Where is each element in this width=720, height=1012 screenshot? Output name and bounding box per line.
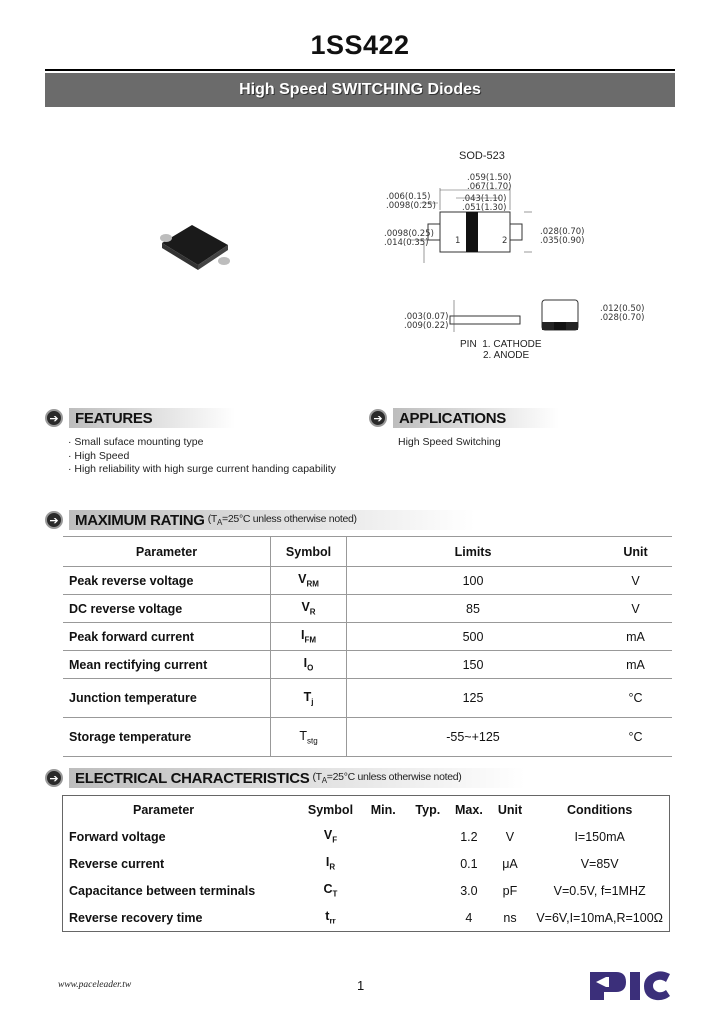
col-conditions: Conditions xyxy=(567,802,633,817)
applications-title: APPLICATIONS xyxy=(393,408,559,428)
max-rating-note: ($T_A=25^\circ C$ unless otherwise noted) xyxy=(207,512,357,528)
table-row: Forward voltage $V_F$ 1.2 V I=150mA xyxy=(69,828,625,845)
pin1-label: 1 xyxy=(455,236,461,246)
arrow-right-icon: ➔ xyxy=(45,511,63,529)
col-parameter: Parameter xyxy=(133,802,195,817)
page-number: 1 xyxy=(357,978,365,993)
max-rating-header xyxy=(45,510,685,530)
table-row: Reverse current $I_R$ 0.1 μA V=85V xyxy=(69,855,619,872)
max-rating-title: MAXIMUM RATING xyxy=(75,511,205,529)
arrow-right-icon: ➔ xyxy=(45,769,63,787)
electrical-header xyxy=(45,768,685,788)
footer-url: www.paceleader.tw xyxy=(58,980,132,990)
table-row: Capacitance between terminals $C_T$ 3.0 pF V=0.5V, f=1MHZ xyxy=(69,882,646,899)
dim-side: .012(0.50) .028(0.70) xyxy=(600,304,645,323)
col-max: Max. xyxy=(455,802,483,817)
arrow-right-icon: ➔ xyxy=(369,409,387,427)
col-typ: Typ. xyxy=(415,802,441,817)
page-title: 1SS422 xyxy=(310,30,410,60)
col-symbol: Symbol xyxy=(307,802,354,817)
pin2-label: 2 xyxy=(502,236,508,246)
pin-legend xyxy=(460,339,542,361)
electrical-note: ($T_A=25^\circ C$ unless otherwise noted) xyxy=(312,770,462,786)
list-item: · High reliability with high surge current handing capability xyxy=(68,463,336,475)
features-list xyxy=(68,436,336,477)
dim-lead-len: .006(0.15) .0098(0.25) xyxy=(386,192,436,211)
dim-thick: .003(0.07) .009(0.22) xyxy=(404,312,449,331)
col-limits: Limits xyxy=(347,537,600,567)
title-rule xyxy=(45,69,675,71)
list-item: High Speed Switching xyxy=(398,436,501,448)
col-unit: Unit xyxy=(599,537,672,567)
electrical-title: ELECTRICAL CHARACTERISTICS xyxy=(75,769,310,787)
col-parameter: Parameter xyxy=(63,537,271,567)
list-item: · Small suface mounting type xyxy=(68,436,204,448)
col-unit: Unit xyxy=(497,802,523,817)
dim-top-width: .059(1.50) .067(1.70) xyxy=(467,173,512,192)
features-title: FEATURES xyxy=(69,408,235,428)
dim-lead-w: .0098(0.25) .014(0.35) xyxy=(384,229,434,248)
features-header xyxy=(45,408,345,428)
arrow-right-icon: ➔ xyxy=(45,409,63,427)
table-row: Peak forward current $I_{FM}$ 500 mA xyxy=(63,623,672,651)
pin-1-desc: 1. CATHODE xyxy=(482,339,542,350)
table-row: DC reverse voltage $V_R$ 85 V xyxy=(63,595,672,623)
package-photo xyxy=(150,215,240,275)
max-rating-table xyxy=(63,536,672,757)
col-min: Min. xyxy=(370,802,396,817)
col-symbol: Symbol xyxy=(271,537,347,567)
pic-logo xyxy=(586,966,672,1002)
table-row: Peak reverse voltage $V_{RM}$ 100 V xyxy=(63,567,672,595)
subtitle-bar: High Speed SWITCHING Diodes xyxy=(45,73,675,107)
dim-height: .028(0.70) .035(0.90) xyxy=(540,227,585,246)
pin-2-desc: 2. ANODE xyxy=(483,350,530,361)
electrical-table xyxy=(62,795,670,932)
table-row: Junction temperature $T_j$ 125 °C xyxy=(63,679,672,718)
side-view xyxy=(440,296,580,336)
applications-list xyxy=(398,436,501,450)
applications-header xyxy=(369,408,669,428)
list-item: · High Speed xyxy=(68,449,130,462)
table-row: Reverse recovery time $t_{rr}$ 4 ns V=6V,I=10mA,R=100Ω xyxy=(69,909,663,926)
table-row: Storage temperature $T_{stg}$ -55~+125 °C xyxy=(63,718,672,757)
table-row: Mean rectifying current $I_O$ 150 mA xyxy=(63,651,672,679)
pin-legend-title: PIN xyxy=(460,339,477,350)
dim-body-width: .043(1.10) .051(1.30) xyxy=(462,194,507,213)
package-name: SOD-523 xyxy=(459,150,505,162)
